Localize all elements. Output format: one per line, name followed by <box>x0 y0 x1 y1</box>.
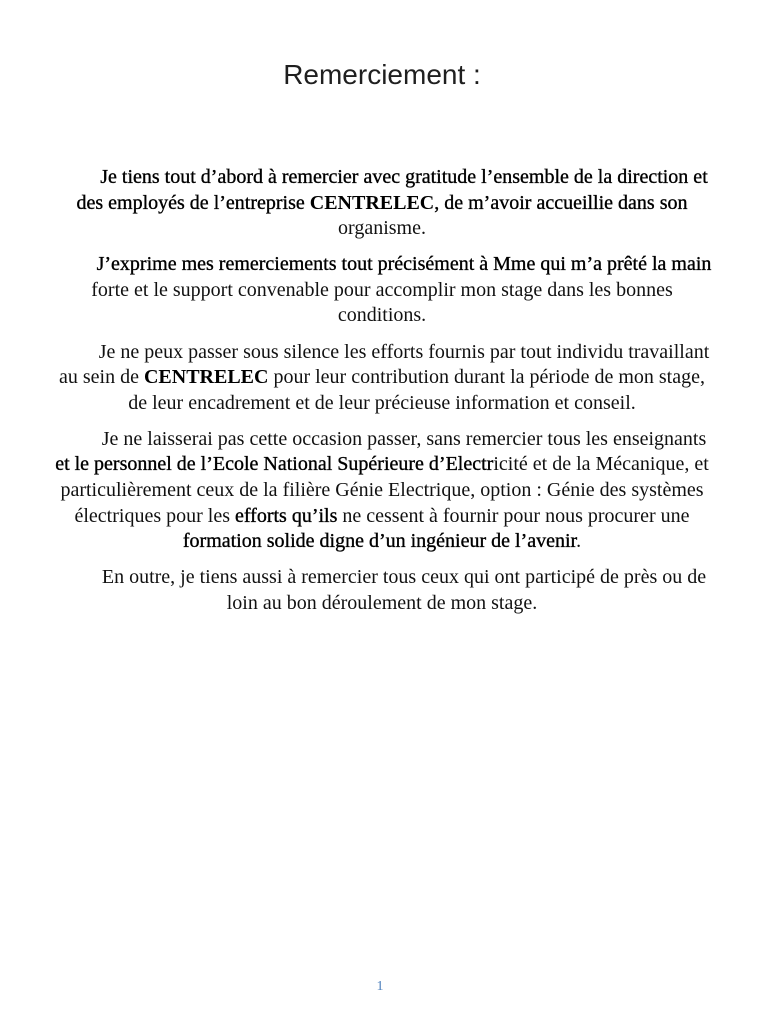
paragraph <box>2 340 762 417</box>
text-run: électriques pour les <box>74 504 235 527</box>
paragraph-line <box>2 278 762 304</box>
paragraph <box>2 565 762 616</box>
paragraph-line <box>2 478 762 504</box>
paragraph-line <box>2 529 762 555</box>
paragraph-line <box>2 216 762 242</box>
paragraph-line <box>2 504 762 530</box>
bold-text-run: CENTRELEC <box>309 191 435 214</box>
text-run: et le personnel de l’Ecole National Supérieure d’Electr <box>55 453 494 476</box>
page-title: Remerciement : <box>283 59 481 90</box>
paragraph <box>2 427 762 555</box>
text-run: Je ne peux passer sous silence les efforts fournis par tout individu travaillant <box>98 340 710 363</box>
paragraph-line <box>2 427 762 453</box>
paragraph-line <box>2 303 762 329</box>
text-run: Je ne laisserai pas cette occasion passer, sans remercier tous les enseignants <box>101 427 707 450</box>
paragraph-line <box>2 191 762 217</box>
text-run: loin au bon déroulement de mon stage. <box>226 591 538 614</box>
paragraph-line <box>2 452 762 478</box>
text-run: organisme. <box>338 217 426 240</box>
paragraph-line <box>2 565 762 591</box>
paragraph-line <box>2 165 762 191</box>
text-run: . <box>576 530 582 553</box>
text-run: J’exprime mes remerciements tout précisément à Mme qui m’a prêté la main <box>96 253 712 276</box>
paragraph-line <box>2 252 762 278</box>
text-run: conditions. <box>337 304 427 327</box>
paragraph-line <box>2 391 762 417</box>
text-run: pour leur contribution durant la période de mon stage, <box>268 366 705 389</box>
text-run: au sein de <box>58 366 144 389</box>
text-run: , de m’avoir accueillie dans son <box>434 191 688 214</box>
text-run: efforts qu’ils <box>234 504 338 527</box>
text-run: particulièrement ceux de la filière Génie Electrique, option : Génie des systèmes <box>60 479 704 502</box>
text-run: des employés de l’entreprise <box>76 191 310 214</box>
text-run: formation solide digne d’un ingénieur de l’avenir <box>182 530 577 553</box>
text-run: de leur encadrement et de leur précieuse information et conseil. <box>128 391 636 414</box>
page-number: 1 <box>376 979 384 994</box>
paragraph-line <box>2 365 762 391</box>
paragraph <box>2 252 762 329</box>
text-run: forte et le support convenable pour accomplir mon stage dans les bonnes <box>91 278 673 301</box>
text-run: ne cessent à fournir pour nous procurer une <box>337 504 690 527</box>
text-run: Je tiens tout d’abord à remercier avec gratitude l’ensemble de la direction et <box>100 166 708 188</box>
paragraph-line <box>2 591 762 617</box>
bold-text-run: CENTRELEC <box>143 366 269 389</box>
text-run: En outre, je tiens aussi à remercier tous ceux qui ont participé de près ou de <box>101 566 707 589</box>
document-body <box>2 165 762 617</box>
paragraph <box>2 165 762 242</box>
text-run: icité et de la Mécanique, et <box>493 453 709 476</box>
paragraph-line <box>2 340 762 366</box>
